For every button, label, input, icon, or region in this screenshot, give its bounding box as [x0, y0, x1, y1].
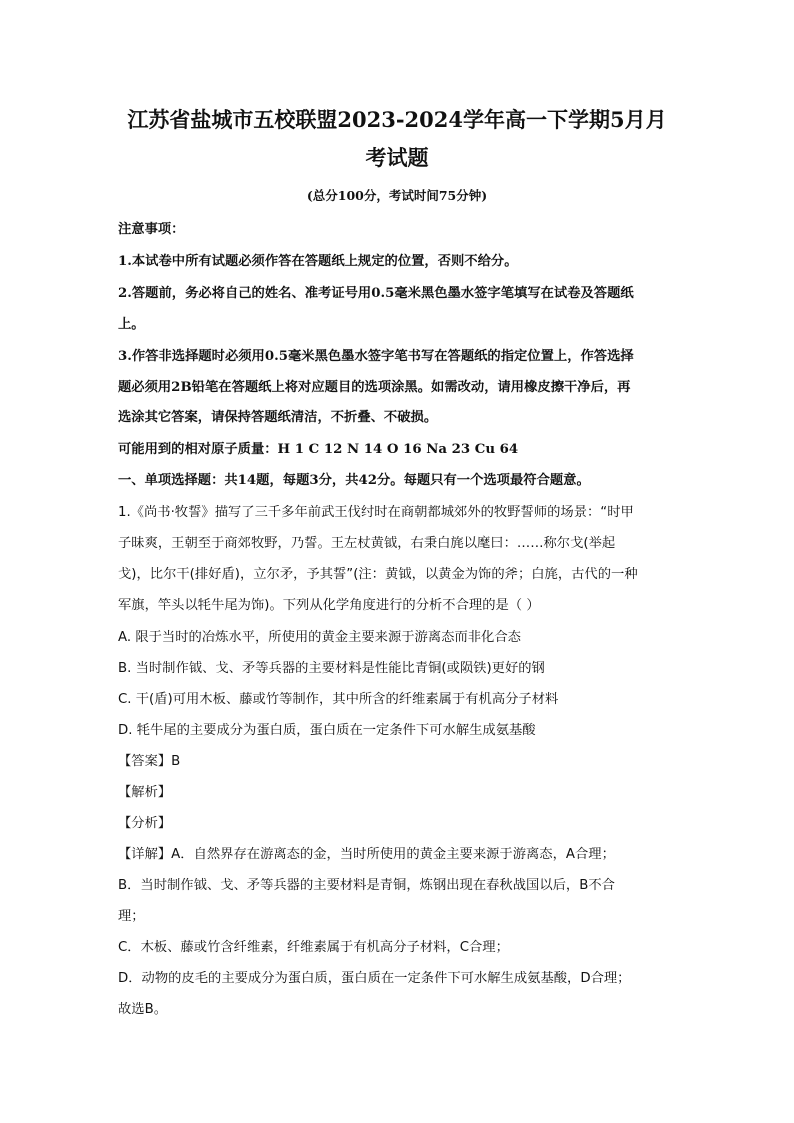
- section-heading: 一、单项选择题：共14题，每题3分，共42分。每题只有一个选项最符合题意。: [118, 473, 590, 488]
- analysis-label: 【解析】: [118, 785, 172, 800]
- exam-title-line2: 考试题: [365, 145, 429, 170]
- option-b: B. 当时制作钺、戈、矛等兵器的主要材料是性能比青铜(或陨铁)更好的钢: [118, 661, 545, 676]
- exam-title-line1: 江苏省盐城市五校联盟2023-2024学年高一下学期5月月: [127, 107, 667, 132]
- option-d: D. 牦牛尾的主要成分为蛋白质，蛋白质在一定条件下可水解生成氨基酸: [118, 723, 536, 738]
- detail-line5: D．动物的皮毛的主要成分为蛋白质，蛋白质在一定条件下可水解生成氨基酸，D合理；: [118, 971, 631, 986]
- detail-line1: 【详解】A．自然界存在游离态的金，当时所使用的黄金主要来源于游离态，A合理；: [118, 847, 615, 862]
- question-stem-line2: 子昧爽，王朝至于商郊牧野，乃誓。王左杖黄钺，右秉白旄以麾曰：……称尔戈(举起: [118, 536, 616, 551]
- answer-label: 【答案】B: [118, 754, 181, 769]
- notice-item-2-line2: 上。: [118, 317, 145, 332]
- fenxi-label: 【分析】: [118, 816, 172, 831]
- option-a: A. 限于当时的冶炼水平，所使用的黄金主要来源于游离态而非化合态: [118, 630, 521, 645]
- detail-line3: 理；: [118, 909, 145, 924]
- detail-line6: 故选B。: [118, 1002, 168, 1017]
- exam-subtitle: (总分100分，考试时间75分钟): [306, 188, 488, 203]
- notice-item-3-line2: 题必须用2B铅笔在答题纸上将对应题目的选项涂黑。如需改动，请用橡皮擦干净后，再: [118, 380, 631, 395]
- notice-item-3-line1: 3.作答非选择题时必须用0.5毫米黑色墨水签字笔书写在答题纸的指定位置上，作答选择: [118, 349, 634, 364]
- detail-line2: B．当时制作钺、戈、矛等兵器的主要材料是青铜，炼钢出现在春秋战国以后，B不合: [118, 878, 615, 893]
- option-c: C. 干(盾)可用木板、藤或竹等制作，其中所含的纤维素属于有机高分子材料: [118, 692, 559, 707]
- notice-item-2-line1: 2.答题前，务必将自己的姓名、准考证号用0.5毫米黑色墨水签字笔填写在试卷及答题纸: [118, 286, 634, 301]
- question-stem-line1: 1.《尚书·牧誓》描写了三千多年前武王伐纣时在商朝都城郊外的牧野誓师的场景：“时甲: [118, 505, 634, 520]
- detail-line4: C．木板、藤或竹含纤维素，纤维素属于有机高分子材料，C合理；: [118, 940, 509, 955]
- question-stem-line3: 戈)，比尔干(排好盾)，立尔矛，予其誓”(注：黄钺，以黄金为饰的斧；白旄，古代的一种: [118, 567, 638, 582]
- notice-item-1: 1.本试卷中所有试题必须作答在答题纸上规定的位置，否则不给分。: [118, 254, 518, 269]
- atomic-masses: 可能用到的相对原子质量：H 1 C 12 N 14 O 16 Na 23 Cu 64: [118, 442, 519, 457]
- notice-heading: 注意事项：: [118, 222, 185, 237]
- notice-item-3-line3: 选涂其它答案，请保持答题纸清洁，不折叠、不破损。: [118, 410, 438, 425]
- question-stem-line4: 军旗，竿头以牦牛尾为饰)。下列从化学角度进行的分析不合理的是（ ）: [118, 598, 540, 613]
